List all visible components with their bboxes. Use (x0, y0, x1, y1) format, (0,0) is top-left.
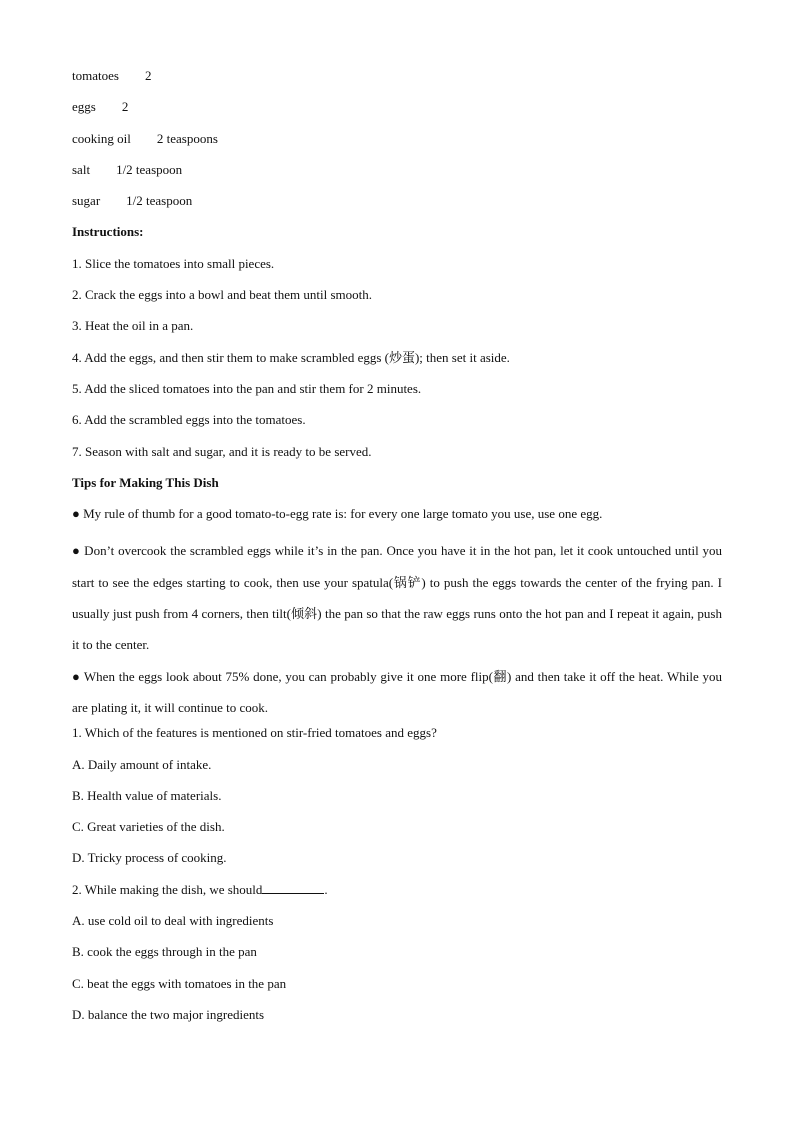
instruction-step: 5. Add the sliced tomatoes into the pan and stir them for 2 minutes. (72, 380, 422, 396)
instruction-step: 3. Heat the oil in a pan. (72, 318, 194, 334)
answer-option[interactable]: A. Daily amount of intake. (72, 756, 212, 772)
ingredient-name: tomatoes (72, 68, 119, 83)
ingredient-quantity: 2 teaspoons (156, 130, 218, 146)
instruction-step: 2. Crack the eggs into a bowl and beat them until smooth. (72, 287, 373, 303)
ingredient-row (72, 191, 722, 222)
ingredient-row (72, 160, 722, 191)
ingredients-list (72, 66, 722, 222)
ingredient-quantity: 2 (121, 99, 129, 115)
answer-option[interactable]: C. beat the eggs with tomatoes in the pan (72, 975, 287, 991)
question-1 (72, 723, 722, 879)
tips-heading: Tips for Making This Dish (72, 474, 219, 490)
question-stem-end: . (324, 881, 328, 897)
instructions-list (72, 254, 722, 473)
answer-option[interactable]: B. Health value of materials. (72, 787, 222, 803)
tip-item: ● When the eggs look about 75% done, you can probably give it one more flip(翻) and then take it off the heat. While you are plating it, it will continue to cook. (72, 668, 722, 715)
ingredient-row (72, 66, 722, 97)
question-2 (72, 880, 722, 1036)
ingredient-name: cooking oil (72, 130, 131, 146)
tips-list (72, 504, 722, 723)
instructions-heading: Instructions: (72, 224, 144, 240)
instruction-step: 6. Add the scrambled eggs into the tomatoes. (72, 412, 306, 428)
question-stem-text: 2. While making the dish, we should (72, 881, 263, 897)
ingredient-quantity: 2 (144, 68, 152, 83)
ingredient-row (72, 129, 722, 160)
ingredient-quantity: 1/2 teaspoon (116, 161, 183, 177)
tip-item: ● Don’t overcook the scrambled eggs while it’s in the pan. Once you have it in the hot pan, let it cook untouched until you start to see the edges starting to cook, then use your spatula(锅铲) to push the eggs towards the center of the frying pan. I usually just push from 4 corners, then tilt(倾斜) the pan so that the raw eggs runs onto the hot pan and I repeat it again, push it to the center. (72, 543, 722, 653)
answer-option[interactable]: A. use cold oil to deal with ingredients (72, 913, 274, 929)
tip-item: ● My rule of thumb for a good tomato-to-egg rate is: for every one large tomato you use, use one egg. (72, 506, 603, 522)
ingredient-name: sugar (72, 193, 101, 209)
ingredient-quantity: 1/2 teaspoon (126, 193, 193, 209)
ingredient-name: salt (72, 161, 91, 177)
answer-option[interactable]: D. Tricky process of cooking. (72, 850, 227, 866)
answer-option[interactable]: C. Great varieties of the dish. (72, 819, 225, 835)
ingredient-name: eggs (72, 99, 96, 115)
question-stem: 1. Which of the features is mentioned on stir-fried tomatoes and eggs? (72, 725, 437, 741)
answer-blank[interactable] (262, 881, 324, 894)
instruction-step: 4. Add the eggs, and then stir them to make scrambled eggs (炒蛋); then set it aside. (72, 349, 510, 365)
question-stem (72, 880, 722, 911)
instruction-step: 1. Slice the tomatoes into small pieces. (72, 255, 275, 271)
instruction-step: 7. Season with salt and sugar, and it is ready to be served. (72, 443, 372, 459)
answer-option[interactable]: D. balance the two major ingredients (72, 1006, 265, 1022)
answer-option[interactable]: B. cook the eggs through in the pan (72, 944, 257, 960)
document-page (72, 66, 722, 1036)
ingredient-row (72, 97, 722, 128)
